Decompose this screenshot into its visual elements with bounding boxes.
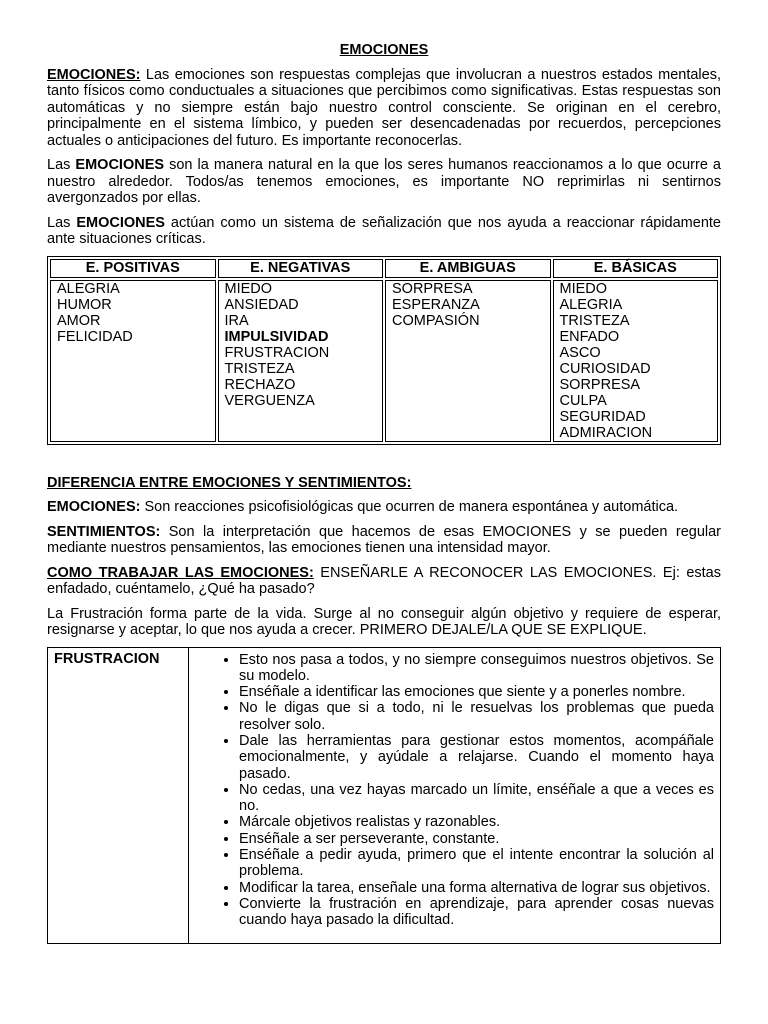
cell-positivas (50, 280, 216, 442)
intro-label: EMOCIONES: (47, 66, 141, 83)
list-item: SEGURIDAD (559, 408, 646, 425)
list-item: • Enséñale a ser perseverante, constante. (239, 831, 714, 847)
def-emociones (47, 499, 721, 516)
list-item: ADMIRACION (559, 424, 653, 441)
def-emociones-text: Son reacciones psicofisiológicas que ocurren de manera espontánea y automática. (140, 499, 679, 515)
frustracion-row (48, 647, 721, 943)
emotions-table-body (50, 280, 718, 442)
cell-basicas (553, 280, 719, 442)
list-item: FELICIDAD (57, 328, 133, 345)
emotions-table (47, 256, 721, 445)
frustracion-tips-list (195, 652, 714, 929)
diferencia-heading: DIFERENCIA ENTRE EMOCIONES Y SENTIMIENTOS: (47, 474, 412, 491)
p3-pre: Las (47, 214, 77, 231)
intro-paragraph (47, 67, 721, 150)
list-item: FRUSTRACION (224, 344, 330, 361)
list-item: AMOR (57, 312, 101, 329)
p3-post: actúan como un sistema de señalización que nos ayuda a reaccionar rápidamente ante situaciones críticas. (47, 214, 721, 247)
list-item: MIEDO (559, 280, 608, 297)
list-item: • Márcale objetivos realistas y razonables. (239, 814, 714, 830)
p3-bold: EMOCIONES (76, 214, 165, 231)
list-item: MIEDO (224, 280, 273, 297)
como-trabajar-text: ENSEÑARLE A RECONOCER LAS EMOCIONES. Ej: estas enfadado, cuéntamelo, ¿Qué ha pasado? (47, 564, 721, 597)
list-item: IMPULSIVIDAD (224, 328, 329, 345)
list-item: RECHAZO (224, 376, 296, 393)
emotions-table-header (50, 259, 718, 278)
list-item: ASCO (559, 344, 601, 361)
document-page (47, 38, 721, 944)
list-item: • Enséñale a pedir ayuda, primero que el intente encontrar la solución al problema. (239, 847, 714, 880)
def-sentimientos (47, 524, 721, 557)
header-negativas: E. NEGATIVAS (218, 259, 384, 278)
list-item: SORPRESA (559, 376, 641, 393)
list-item: • Enséñale a identificar las emociones que siente y a ponerles nombre. (239, 684, 714, 700)
p2-bold: EMOCIONES (75, 157, 165, 173)
list-item: ENFADO (559, 328, 620, 345)
cell-ambiguas (385, 280, 551, 442)
list-item: • No cedas, una vez hayas marcado un límite, enséñale a que a veces es no. (239, 782, 714, 815)
como-trabajar-label: COMO TRABAJAR LAS EMOCIONES: (47, 564, 314, 581)
paragraph-2 (47, 157, 721, 207)
header-ambiguas: E. AMBIGUAS (385, 259, 551, 278)
list-item: TRISTEZA (224, 360, 295, 377)
como-trabajar (47, 565, 721, 598)
p2-post: son la manera natural en la que los seres humanos reaccionamos a lo que ocurre a nuestro alrededor. Todos/as tenemos emociones, es importante NO reprimirlas ni sentirnos avergonzados por ellas. (47, 157, 721, 206)
def-emociones-label: EMOCIONES: (47, 499, 141, 515)
list-item: ANSIEDAD (224, 296, 299, 313)
list-item: CULPA (559, 392, 607, 409)
list-item: SORPRESA (392, 280, 473, 297)
paragraph-3 (47, 215, 721, 248)
list-item: • Convierte la frustración en aprendizaje, para aprender cosas nuevas cuando haya pasado la dificultad. (239, 896, 714, 929)
def-sentimientos-text: Son la interpretación que hacemos de esas EMOCIONES y se pueden regular mediante nuestros pensamientos, las emociones tienen una intensidad mayor. (47, 523, 721, 556)
intro-text: Las emociones son respuestas complejas que involucran a nuestros estados mentales, tanto físicos como conductuales a situaciones que percibimos como significativas. Estas respuestas son automáticas y no siempre están bajo nuestro control consciente. Se originan en el cerebro, principalmente en el sistema límbico, y pueden ser desencadenadas por recuerdos, percepciones actuales o anticipaciones del futuro. Es importante reconocerlas. (47, 66, 721, 149)
list-item: • Dale las herramientas para gestionar estos momentos, acompáñale emocionalmente, y ayúdale a relajarse. Cuando el momento haya pasado. (239, 733, 714, 782)
frustracion-tips-cell (189, 647, 721, 943)
list-item: COMPASIÓN (392, 312, 480, 329)
frustracion-intro: La Frustración forma parte de la vida. Surge al no conseguir algún objetivo y requiere de esperar, resignarse y aceptar, lo que nos ayuda a crecer. PRIMERO DEJALE/LA QUE SE EXPLIQUE. (47, 605, 721, 638)
list-item: CURIOSIDAD (559, 360, 651, 377)
list-item: • No le digas que si a todo, ni le resuelvas los problemas que pueda resolver solo. (239, 700, 714, 733)
header-basicas: E. BÁSICAS (553, 259, 719, 278)
list-item: • Modificar la tarea, enseñale una forma alternativa de lograr sus objetivos. (239, 880, 714, 896)
list-item: ESPERANZA (392, 296, 480, 313)
header-positivas: E. POSITIVAS (50, 259, 216, 278)
list-item: ALEGRIA (57, 280, 120, 297)
frustracion-table (47, 647, 721, 944)
list-item: VERGUENZA (224, 392, 315, 409)
p2-pre: Las (47, 157, 76, 173)
list-item: IRA (224, 312, 249, 329)
list-item: TRISTEZA (559, 312, 630, 329)
list-item: • Esto nos pasa a todos, y no siempre conseguimos nuestros objetivos. Se su modelo. (239, 652, 714, 685)
frustracion-label: FRUSTRACION (48, 647, 189, 943)
list-item: HUMOR (57, 296, 112, 313)
list-item: ALEGRIA (559, 296, 623, 313)
def-sentimientos-label: SENTIMIENTOS: (47, 523, 161, 540)
cell-negativas (218, 280, 384, 442)
document-title: EMOCIONES (339, 42, 429, 58)
